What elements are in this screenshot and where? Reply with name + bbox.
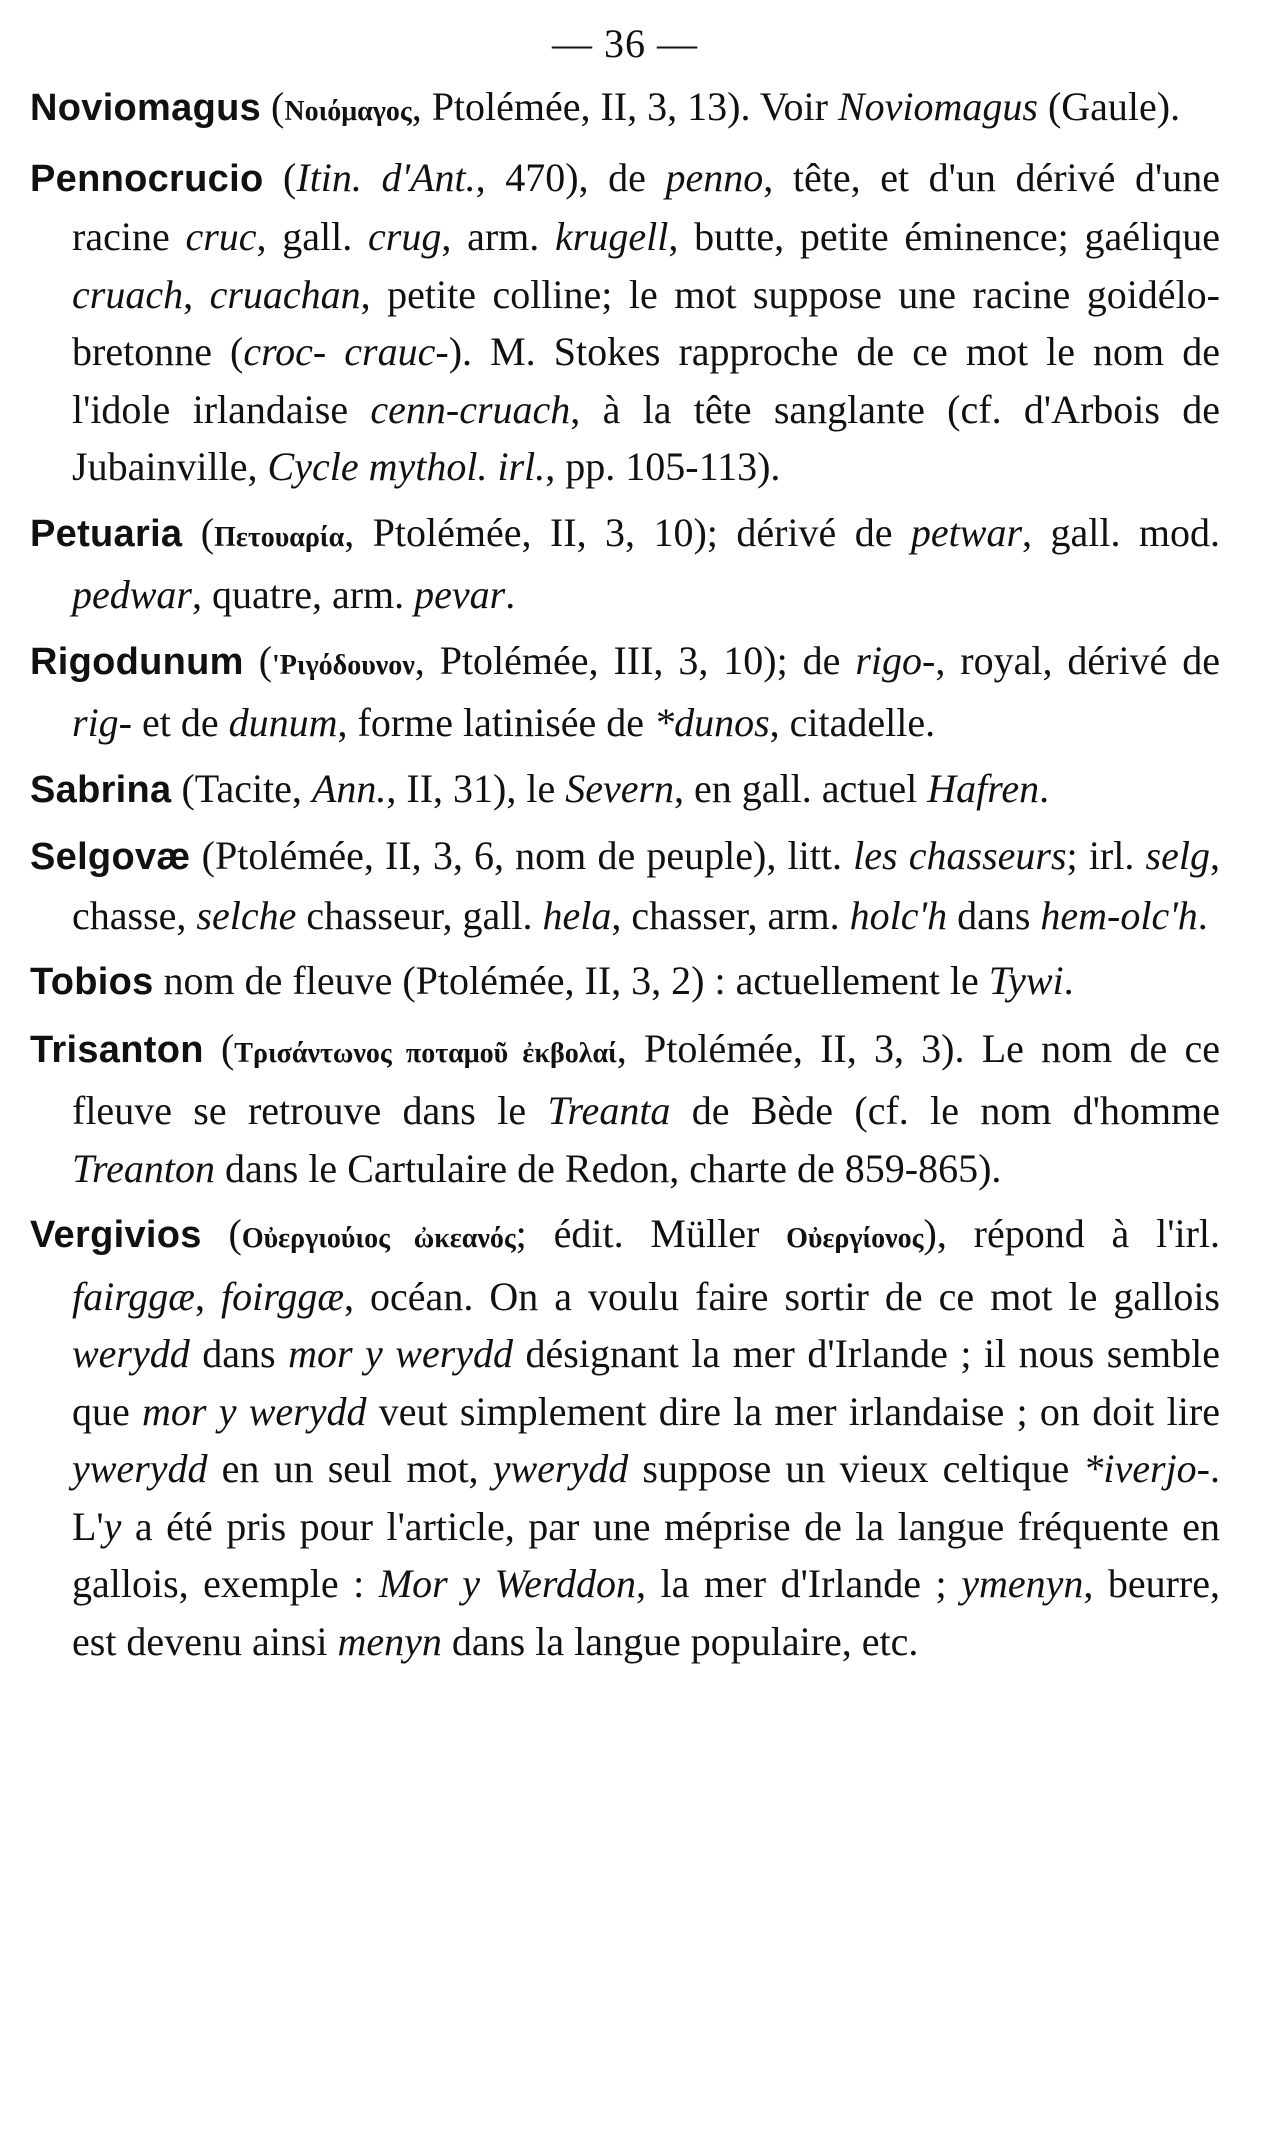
entry-text: en un seul mot, [207,1446,493,1491]
entry-text: , forme latinisée de [337,700,655,745]
italic-term: *dunos [654,700,770,745]
italic-term: crug [368,214,442,259]
entry-text: (Tacite, [171,765,312,811]
entry-text: (Ptolémée, II, 3, 6, nom de peuple), litt. [190,833,854,878]
entry-headword: Rigodunum [30,640,244,683]
italic-term: holc'h [849,892,948,938]
italic-term: Noviomagus [837,84,1038,129]
italic-term: mor y werydd [142,1388,367,1434]
entry-text: , gall. [256,214,369,259]
dictionary-page [30,20,1220,1678]
entry-text: nom de fleuve (Ptolémée, II, 3, 2) : actuellement le [153,958,989,1003]
italic-term: Itin. d'Ant. [296,154,476,200]
dictionary-entry [30,504,1220,624]
entry-text: de Bède (cf. le nom d'homme [670,1088,1220,1133]
italic-term: fairggæ [72,1273,195,1319]
entry-text: et de [132,700,229,745]
entry-text: dans le Cartulaire de Redon, charte de 859-865). [215,1145,1002,1191]
italic-term: cruach [72,271,184,317]
entry-text: désignant la mer d'Irlande ; il nous semble que [72,1331,1220,1434]
entry-text: , butte, petite éminence; gaélique [668,214,1221,259]
dictionary-entry [30,632,1220,752]
entry-text: suppose un vieux celtique [628,1446,1084,1491]
entry-text: dans [947,892,1041,938]
entry-text: ( [261,84,285,129]
entry-text: . [1063,958,1074,1003]
entry-headword: Vergivios [30,1214,202,1256]
italic-term: Cycle mythol. irl. [267,444,546,489]
italic-term: pedwar [72,572,192,617]
italic-term: croc- crauc- [243,329,449,374]
entry-list [30,78,1220,1670]
dictionary-entry [30,78,1220,141]
entry-text: , Ptolémée, II, 3, 10); dérivé de [344,509,911,555]
entry-text: , quatre, arm. [192,572,415,617]
italic-term: petwar [910,509,1023,555]
greek-form: Οὐεργίονος [786,1223,924,1254]
entry-text: ( [182,509,215,555]
italic-term: Tywi [988,958,1064,1003]
italic-term: y [103,1503,122,1549]
entry-text: . [1197,892,1208,938]
italic-term: mor y werydd [288,1331,514,1376]
italic-term: hela [542,892,612,938]
italic-term: Severn [565,765,675,811]
entry-text: ( [263,154,297,200]
entry-text: dans la langue populaire, etc. [441,1618,919,1664]
entry-text: , chasser, arm. [611,892,850,938]
entry-text: , à la tête sanglante (cf. d'Arbois de Jubainville, [72,386,1221,489]
entry-text: , pp. 105-113). [545,444,781,489]
entry-text: , tête, et d'un dérivé d'une racine [72,154,1220,259]
page-number: — 36 — [552,21,698,66]
italic-term: cenn-cruach [370,386,571,432]
italic-term: *iverjo- [1083,1446,1210,1491]
dictionary-entry [30,1205,1220,1670]
entry-text: , citadelle. [769,700,936,745]
entry-headword: Trisanton [30,1028,204,1071]
entry-text: ). M. Stokes rapproche de ce mot le nom de l'idole irlandaise [72,329,1220,432]
greek-form: 'Ριγόδουνον [272,649,415,681]
entry-text: , gall. mod. [1022,509,1220,555]
entry-text: ; irl. [1066,833,1146,878]
italic-term: Mor y Werddon [378,1561,636,1606]
italic-term: penno [665,154,764,200]
dictionary-entry [30,149,1220,496]
entry-text: , arm. [441,214,556,259]
entry-headword: Pennocrucio [30,157,264,200]
entry-text: , la mer d'Irlande ; [635,1561,962,1606]
entry-text: (Gaule). [1037,84,1181,129]
entry-text: ( [201,1211,242,1256]
entry-text: . [505,572,516,617]
dictionary-entry [30,1020,1220,1198]
entry-text: ), répond à l'irl. [923,1211,1220,1256]
greek-form: Οὐεργιούιος ὠκεανός [241,1223,516,1254]
entry-text: dans [189,1331,289,1376]
italic-term: pevar [414,572,506,617]
italic-term: menyn [337,1618,442,1664]
entry-text: , Ptolémée, III, 3, 10); de [414,637,856,683]
italic-term: Treanton [72,1145,215,1191]
greek-form: Νοιόμαγος [284,96,412,127]
entry-text: ; édit. Müller [515,1211,787,1256]
italic-term: ywerydd [72,1446,208,1491]
entry-text: chasseur, gall. [296,892,543,938]
italic-term: rigo- [855,637,936,683]
entry-text: , II, 31), le [386,765,566,811]
entry-text: , royal, dérivé de [935,637,1220,683]
italic-term: selche [196,892,297,938]
entry-text: , 470), de [475,154,666,200]
italic-term: krugell [555,214,669,259]
italic-term: les chasseurs [853,833,1067,878]
entry-text: . [1039,765,1050,811]
italic-term: Ann. [311,765,387,811]
dictionary-entry [30,760,1220,820]
entry-headword: Petuaria [30,512,183,555]
italic-term: foirggæ [221,1273,345,1319]
entry-headword: Sabrina [30,768,172,811]
italic-term: selg [1145,833,1210,878]
entry-text: , océan. On a voulu faire sortir de ce mot le gallois [344,1273,1221,1319]
italic-term: ymenyn [961,1561,1084,1606]
italic-term: rig- [72,700,132,745]
greek-form: Τρισάντωνος ποταμοῦ ἐκβολαί [234,1037,617,1069]
entry-text: . L' [72,1446,1220,1549]
entry-text: , beurre, est devenu ainsi [72,1561,1221,1664]
entry-text: ( [243,637,273,683]
entry-text: , Ptolémée, II, 3, 3). Le nom de ce fleuve se retrouve dans le [72,1025,1221,1133]
entry-headword: Noviomagus [30,87,262,129]
italic-term: dunum [228,700,338,745]
italic-term: Hafren [927,765,1040,811]
italic-term: Treanta [547,1088,671,1133]
italic-term: werydd [72,1331,190,1376]
entry-text: veut simplement dire la mer irlandaise ; on doit lire [366,1388,1220,1434]
entry-text: , petite colline; le mot suppose une racine goidélo-bretonne ( [72,271,1220,374]
entry-text: , Ptolémée, II, 3, 13). Voir [411,84,838,129]
entry-text: ( [203,1025,235,1071]
entry-text: , [183,271,210,317]
dictionary-entry [30,827,1220,944]
italic-term: cruachan [209,271,361,317]
entry-text: , [195,1273,222,1319]
entry-text: , en gall. actuel [674,765,928,811]
entry-headword: Tobios [30,961,154,1003]
dictionary-entry [30,952,1220,1012]
entry-text: , chasse, [72,833,1220,938]
italic-term: hem-olc'h [1040,892,1198,938]
italic-term: cruc [185,214,257,259]
entry-headword: Selgovæ [30,836,191,878]
entry-text: a été pris pour l'article, par une méprise de la langue fréquente en gallois, exemple : [72,1503,1220,1606]
greek-form: Πετουαρία [214,521,345,553]
italic-term: ywerydd [492,1446,629,1491]
